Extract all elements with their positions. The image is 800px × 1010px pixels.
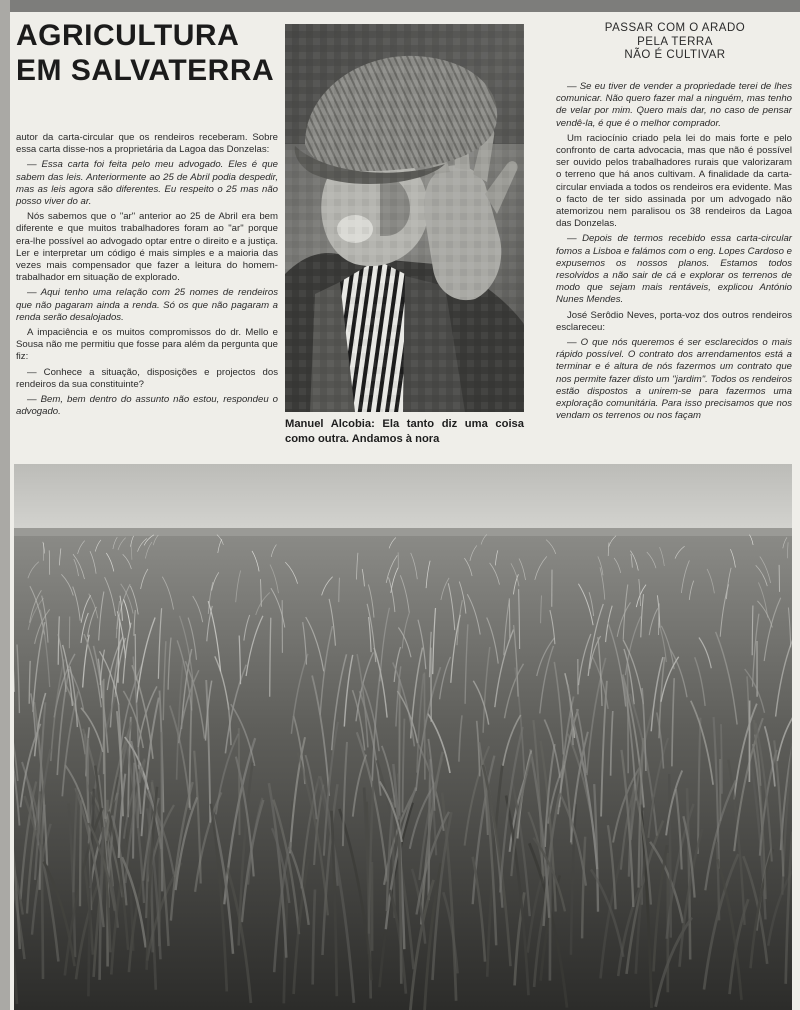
subheading-line-3: NÃO É CULTIVAR [624,49,726,61]
grass-stalk [162,732,163,891]
grass-stalk [80,800,81,906]
paragraph: — Bem, bem dentro do assunto não estou, respondeu o advogado. [16,394,278,418]
title-line-2: EM SALVATERRA [16,54,275,87]
grass-stalk [509,598,510,638]
photo-caption: Manuel Alcobia: Ela tanto diz uma coisa como outra. Andamos à nora [285,418,524,445]
paragraph: José Serôdio Neves, porta-voz dos outros rendeiros esclareceu: [556,309,792,333]
man-in-flat-cap-photo-icon [285,24,524,412]
column-left [16,132,278,421]
paragraph: A impaciência e os muitos compromissos do dr. Mello e Sousa não me permitiu que fosse para além da pergunta que fiz: [16,327,278,363]
subheading-line-1: PASSAR COM O ARADO [604,22,746,34]
paragraph: — Aqui tenho uma relação com 25 nomes de rendeiros que não pagaram ainda a renda. Só os que não pagaram a renda serão desalojados. [16,287,278,323]
article-title [16,18,278,88]
grass-stalk [627,663,628,774]
paragraph: — Depois de termos recebido essa carta-circular fomos a Lisboa e falámos com o eng. Lopes Cardoso e expusemos os nossos planos. Estamos todos resolvidos a não sair de cá e explorar os terrenos de modo que sejam mais rentáveis, explicou António Nunes Mendes. [556,233,792,306]
paragraph: Nós sabemos que o "ar" anterior ao 25 de Abril era bem diferente e que muitos trabalhadores foram ao "ar" porque era-lhe possível ao advogado optar entre o direito e a justiça. Ler e interpretar um código é mais simples e a maioria das vezes mais compensador que fazer a leitura do homem-trabalhador em situação de explorado. [16,211,278,284]
title-line-1: AGRICULTURA [16,19,240,52]
paragraph: — Conhece a situação, disposições e projectos dos rendeiros da sua constituinte? [16,366,278,390]
grass-stalk [752,606,753,656]
paragraph: — O que nós queremos é ser esclarecidos o mais rápido possível. O contrato dos arrendamentos está a terminar e é altura de nós fazermos um contrato que nos permite fazer disto um "jardim". Todos os rendeiros estão dispostos a unirem-se para fazermos uma exploração comunitária. Para isso precisamos que nos vendam os terrenos ou nos façam [556,337,792,422]
column-right [556,81,792,425]
grass-stalk [239,728,240,835]
paragraph: autor da carta-circular que os rendeiros receberam. Sobre essa carta disse-nos a proprietária da Lagoa das Donzelas: [16,132,278,156]
section-subheading [580,22,770,63]
left-border [0,0,10,1010]
field-illustration [14,464,792,1010]
paragraph: Um raciocínio criado pela lei do mais forte e pelo confronto de carta advocacia, mas que não é possível ser ouvido pelos trabalhadores rurais que valorizaram o terreno que há anos cultivam. A finalidade da carta-circular enviada a todos os rendeiros era evidente. Mas o facto de ter sido assinada por um advogado não atemorizou nem paralisou os 38 rendeiros da Lagoa das Donzelas. [556,132,792,230]
grass-stalk [424,673,425,780]
wheat-field-photo-icon [14,464,792,1010]
paragraph: — Se eu tiver de vender a propriedade terei de lhes comunicar. Não quero fazer mal a ninguém, mas tenho de velar por mim. Quero mais dar, no caso de pensar vendê-la, é que é o melhor comprador. [556,81,792,129]
top-border [0,0,800,12]
paragraph: — Essa carta foi feita pelo meu advogado. Eles é que sabem das leis. Anteriormente ao 25 de Abril podia despedir, mas as leis agora são diferentes. Eu respeito o 25 mas não posso viver do ar. [16,159,278,208]
subheading-line-2: PELA TERRA [637,35,713,48]
portrait-illustration [285,24,524,412]
